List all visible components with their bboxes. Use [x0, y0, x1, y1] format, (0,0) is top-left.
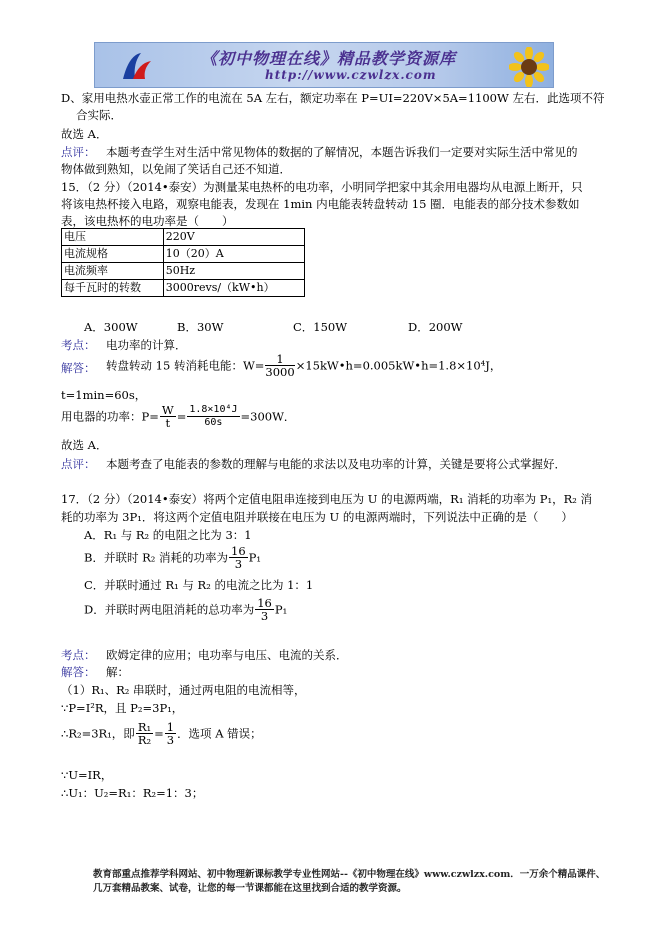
table-cell: 10（20）A: [163, 246, 304, 263]
kaodian-text: 欧姆定律的应用；电功率与电压、电流的关系．: [106, 648, 348, 662]
q17-choice-b: B．并联时 R₂ 消耗的功率为 $\frac{16}{3}$ P₁: [84, 544, 262, 571]
solution-step-3: ∴R₂=3R₁，即 $\frac{\text{R₁}}{\text{R₂}}$ = $\frac{1}{3}$ ．选项 A 错误；: [61, 720, 262, 747]
choice-c: C．150W: [293, 320, 348, 334]
comment-label: 点评：: [61, 457, 96, 471]
choice-a: A．300W: [84, 320, 138, 334]
answer-line: 故选 A．: [61, 438, 108, 452]
question-15-line-2: 将该电热杯接入电路，观察电能表，发现在 1min 内电能表转盘转动 15 圈．电能表的部分技术参数如: [61, 197, 580, 211]
kaodian-text: 电功率的计算．: [106, 338, 187, 352]
fraction: $\frac{1}{3}$: [166, 720, 175, 747]
kaodian-label: 考点：: [61, 648, 96, 662]
banner-title: 《初中物理在线》精品教学资源库: [201, 49, 457, 68]
solution-start: 解：: [106, 665, 129, 679]
table-cell: 电流频率: [62, 263, 164, 280]
table-row: [62, 263, 305, 280]
comment-label: 点评：: [61, 145, 96, 159]
jieda-label: 解答：: [61, 665, 96, 679]
footer-line-1: 教育部重点推荐学科网站、初中物理新课标教学专业性网站--《初中物理在线》www.czwlzx.com．一万余个精品课件、: [93, 869, 606, 880]
question-17-line-2: 耗的功率为 3P₁．将这两个定值电阻并联接在电压为 U 的电源两端时，下列说法中正确的是（ ）: [61, 510, 573, 524]
answer-line: 故选 A．: [61, 127, 108, 141]
fraction: $\frac{\text{R₁}}{\text{R₂}}$: [137, 720, 152, 747]
solution-step-1: （1）R₁、R₂ 串联时，通过两电阻的电流相等，: [61, 683, 306, 697]
time-line: t=1min=60s，: [61, 388, 147, 402]
choice-b: B．30W: [177, 320, 224, 334]
option-d-text: D、家用电热水壶正常工作的电流在 5A 左右，额定功率在 P=UI=220V×5A=1100W 左右．此选项不符: [61, 91, 605, 105]
jieda-label: 解答：: [61, 361, 96, 375]
choice-d: D．200W: [408, 320, 463, 334]
q17-choice-c: C．并联时通过 R₁ 与 R₂ 的电流之比为 1：1: [84, 578, 314, 592]
solution-step-5: ∴U₁：U₂=R₁：R₂=1：3；: [61, 786, 204, 800]
solution-step-2: ∵P=I²R，且 P₂=3P₁，: [61, 701, 184, 715]
question-15-line-1: 15．（2 分）（2014•泰安）为测量某电热杯的电功率，小明同学把家中其余用电器均从电源上断开，只: [61, 180, 583, 194]
table-cell: 220V: [163, 229, 304, 246]
header-banner: [94, 42, 554, 88]
footer-line-2: 几万套精品教案、试卷，让您的每一节课都能在这里找到合适的教学资源。: [93, 883, 407, 894]
table-cell: 3000revs/（kW•h）: [163, 280, 304, 297]
question-17-line-1: 17．（2 分）（2014•泰安）将两个定值电阻串连接到电压为 U 的电源两端，R₁ 消耗的功率为 P₁，R₂ 消: [61, 492, 593, 506]
table-row: [62, 280, 305, 297]
q17-choice-d: D．并联时两电阻消耗的总功率为 $\frac{16}{3}$ P₁: [84, 596, 288, 623]
table-cell: 电流规格: [62, 246, 164, 263]
fraction: $\frac{\text{1.8×10⁴J}}{60s}$: [189, 404, 238, 428]
energy-formula: 转盘转动 15 转消耗电能：W= $\frac{1}{3000}$ ×15kW•h=0.005kW•h=1.8×10⁴J，: [106, 352, 502, 379]
power-formula: 用电器的功率：P= $\frac{W}{t}$ = $\frac{\text{1.8×10⁴J}}{60s}$ =300W．: [61, 403, 296, 430]
fraction: $\frac{16}{3}$: [257, 596, 272, 623]
comment-text: 本题考查学生对生活中常见物体的数据的了解情况，本题告诉我们一定要对实际生活中常见的: [106, 145, 578, 159]
banner-url: http://www.czwlzx.com: [265, 68, 437, 82]
table-cell: 每千瓦时的转数: [62, 280, 164, 297]
sunflower-icon: [509, 47, 549, 87]
kaodian-label: 考点：: [61, 338, 96, 352]
option-d-continuation: 合实际．: [76, 108, 122, 122]
question-15-line-3: 表，该电热杯的电功率是（ ）: [61, 214, 234, 228]
comment-text-cont: 物体做到熟知，以免闹了笑话自己还不知道．: [61, 162, 291, 176]
table-row: [62, 229, 305, 246]
fraction: $\frac{1}{3000}$: [265, 352, 295, 379]
table-cell: 电压: [62, 229, 164, 246]
table-row: [62, 246, 305, 263]
site-logo-icon: [119, 49, 153, 83]
comment-text: 本题考查了电能表的参数的理解与电能的求法以及电功率的计算，关键是要将公式掌握好．: [106, 457, 566, 471]
meter-spec-table: [61, 228, 305, 297]
fraction: $\frac{W}{t}$: [161, 403, 174, 430]
solution-step-4: ∵U=IR，: [61, 768, 113, 782]
table-cell: 50Hz: [163, 263, 304, 280]
q17-choice-a: A．R₁ 与 R₂ 的电阻之比为 3：1: [84, 528, 252, 542]
fraction: $\frac{16}{3}$: [231, 544, 246, 571]
